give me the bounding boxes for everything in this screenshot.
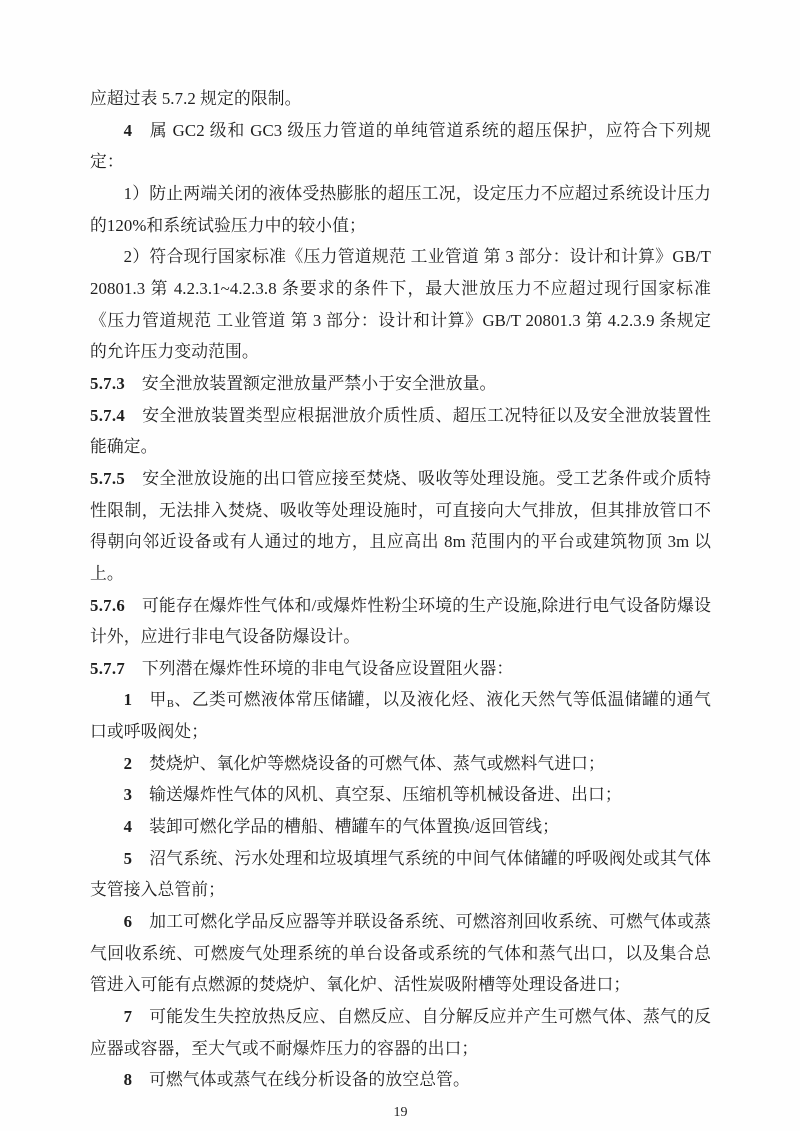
page-footer — [90, 1100, 711, 1126]
list-item-3 — [90, 779, 711, 811]
sub-item-1 — [90, 178, 711, 241]
item-text: 、乙类可燃液体常压储罐，以及液化烃、液化天然气等低温储罐的通气口或呼吸阀处； — [90, 690, 711, 742]
item-number: 4 — [123, 817, 133, 837]
list-item-4-gc — [90, 115, 711, 178]
list-item-6 — [90, 906, 711, 1001]
page-number: 19 — [393, 1105, 408, 1120]
list-item-8 — [90, 1064, 711, 1096]
list-item-5 — [90, 843, 711, 906]
paragraph-text: 1）防止两端关闭的液体受热膨胀的超压工况，设定压力不应超过系统设计压力的120%和系统试验压力中的较小值； — [90, 183, 711, 235]
item-number: 3 — [123, 785, 133, 805]
clause-5-7-4 — [90, 400, 711, 463]
list-item-7 — [90, 1001, 711, 1064]
item-number: 1 — [123, 690, 133, 710]
paragraph-text: 应超过表 5.7.2 规定的限制。 — [90, 89, 302, 108]
paragraph-continuation — [90, 83, 711, 115]
item-text: 加工可燃化学品反应器等并联设备系统、可燃溶剂回收系统、可燃气体或蒸气回收系统、可燃废气处理系统的单台设备或系统的气体和蒸气出口，以及集合总管进入可能有点燃源的焚烧炉、氧化炉、活性炭吸附槽等处理设备进口； — [90, 912, 711, 995]
list-item-1 — [90, 684, 711, 747]
item-text: 装卸可燃化学品的槽船、槽罐车的气体置换/返回管线； — [149, 817, 560, 837]
item-text: 沼气系统、污水处理和垃圾填埋气系统的中间气体储罐的呼吸阀处或其气体支管接入总管前； — [90, 848, 711, 900]
clause-number: 5.7.6 — [90, 595, 126, 615]
list-item-4 — [90, 811, 711, 843]
item-text: 输送爆炸性气体的风机、真空泵、压缩机等机械设备进、出口； — [149, 785, 622, 805]
clause-number: 5.7.4 — [90, 405, 126, 425]
clause-5-7-6 — [90, 590, 711, 653]
clause-number: 5.7.3 — [90, 373, 126, 393]
clause-number: 5.7.7 — [90, 658, 126, 678]
clause-text: 安全泄放装置类型应根据泄放介质性质、超压工况特征以及安全泄放装置性能确定。 — [90, 405, 711, 457]
item-number: 8 — [123, 1070, 133, 1090]
item-text: 可能发生失控放热反应、自燃反应、自分解反应并产生可燃气体、蒸气的反应器或容器，至大气或不耐爆炸压力的容器的出口； — [90, 1007, 711, 1058]
sub-item-2 — [90, 241, 711, 368]
item-text: 焚烧炉、氧化炉等燃烧设备的可燃气体、蒸气或燃料气进口； — [149, 753, 605, 773]
list-item-2 — [90, 748, 711, 780]
item-number: 7 — [123, 1007, 133, 1027]
item-number: 5 — [123, 848, 133, 868]
item-text: 属 GC2 级和 GC3 级压力管道的单纯管道系统的超压保护，应符合下列规定： — [90, 120, 711, 172]
item-number: 2 — [123, 753, 133, 773]
item-text: 可燃气体或蒸气在线分析设备的放空总管。 — [149, 1070, 470, 1090]
clause-text: 可能存在爆炸性气体和/或爆炸性粉尘环境的生产设施,除进行电气设备防爆设计外，应进行非电气设备防爆设计。 — [90, 595, 711, 647]
clause-number: 5.7.5 — [90, 468, 126, 488]
clause-5-7-3 — [90, 368, 711, 400]
paragraph-text: 2）符合现行国家标准《压力管道规范 工业管道 第 3 部分：设计和计算》GB/T 20801.3 第 4.2.3.1~4.2.3.8 条要求的条件下，最大泄放压力不应超过现行国家标准《压力管道规范 工业管道 第 3 部分：设计和计算》GB/T 20801.3 第 4.2.3.9 条规定的允许压力变动范围。 — [90, 247, 711, 362]
clause-text: 安全泄放设施的出口管应接至焚烧、吸收等处理设施。受工艺条件或介质特性限制，无法排入焚烧、吸收等处理设施时，可直接向大气排放，但其排放管口不得朝向邻近设备或有人通过的地方，且应高出 8m 范围内的平台或建筑物顶 3m 以上。 — [90, 468, 711, 583]
item-text: 甲 — [149, 690, 167, 710]
subscript-b: B — [166, 699, 174, 711]
item-number: 6 — [123, 912, 133, 932]
item-number: 4 — [123, 120, 133, 140]
clause-text: 下列潜在爆炸性环境的非电气设备应设置阻火器： — [141, 658, 514, 678]
clause-5-7-5 — [90, 463, 711, 590]
clause-5-7-7 — [90, 653, 711, 685]
clause-text: 安全泄放装置额定泄放量严禁小于安全泄放量。 — [141, 373, 497, 393]
